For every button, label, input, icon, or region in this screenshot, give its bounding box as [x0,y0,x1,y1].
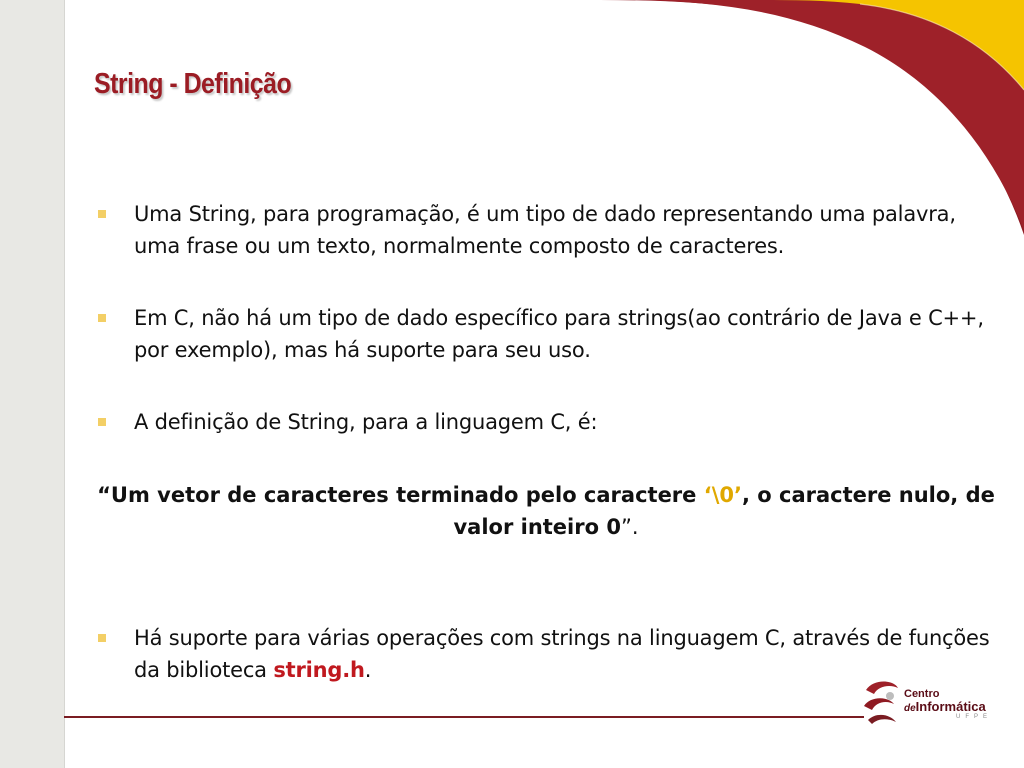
logo-prefix-text: de [904,703,916,714]
bullet-text: Uma String, para programação, é um tipo de dado representando uma palavra, uma frase ou um texto, normalmente composto de caracteres. [134,202,956,258]
bullet-item [134,302,994,366]
quote-text-start: “Um vetor de caracteres terminado pelo caractere [97,483,704,507]
bullet-item [134,198,994,262]
quote-end: ”. [620,515,639,539]
library-name-highlight: string.h [273,658,365,682]
logo-main-text: Informática [915,699,986,714]
logo-text-centro: Centro [904,688,940,700]
definition-quote [96,479,996,543]
bullet-marker-icon [98,314,106,322]
bullet-marker-icon [98,210,106,218]
quote-text-middle: , o caractere nulo, de valor inteiro 0 [453,483,995,539]
bullet-item [134,406,994,438]
logo-text-ufpe: UFPE [956,714,993,720]
bullet-marker-icon [98,634,106,642]
centro-informatica-logo [860,676,1010,726]
bullet-text: A definição de String, para a linguagem C, é: [134,410,598,434]
bullet-text: Em C, não há um tipo de dado específico para strings(ao contrário de Java e C++, por exemplo), mas há suporte para seu uso. [134,306,984,362]
logo-mark-icon [860,676,904,726]
null-char-highlight: ‘\0’ [703,483,742,507]
bullet-text: Há suporte para várias operações com strings na linguagem C, através de funções da biblioteca [134,626,990,682]
footer-rule [64,716,864,718]
slide-title: String - Definição [94,68,292,100]
bullet-end: . [364,658,372,682]
logo-text-informatica [904,699,986,714]
bullet-marker-icon [98,418,106,426]
